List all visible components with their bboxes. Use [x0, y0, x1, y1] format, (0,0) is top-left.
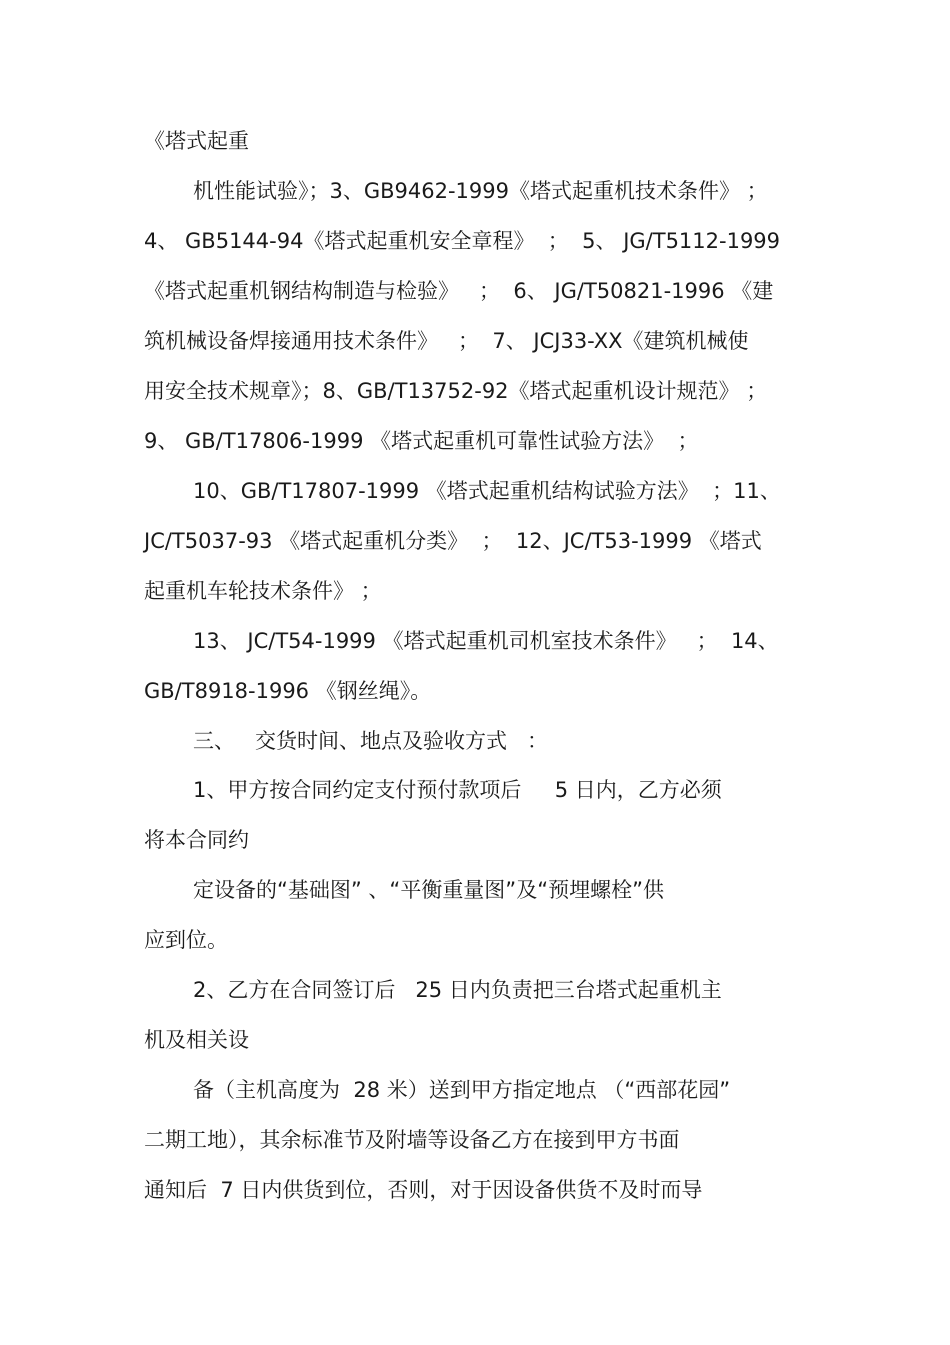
text-line: 《塔式起重 — [144, 129, 249, 153]
text-line: 二期工地），其余标准节及附墙等设备乙方在接到甲方书面 — [144, 1128, 680, 1152]
text-line: 通知后 7 日内供货到位，否则，对于因设备供货不及时而导 — [144, 1178, 703, 1202]
text-line: 机性能试验》；3、GB9462-1999《塔式起重机技术条件》 ； — [193, 179, 768, 203]
text-line: 将本合同约 — [144, 828, 249, 852]
section-heading: 三、 交货时间、地点及验收方式 ： — [193, 729, 549, 753]
text-line: 定设备的“基础图” 、“平衡重量图”及“预埋螺栓”供 — [193, 878, 664, 902]
text-line: 备（主机高度为 28 米）送到甲方指定地点 （“西部花园” — [193, 1078, 731, 1102]
text-line: 4、 GB5144-94《塔式起重机安全章程》 ； 5、 JG/T5112-1999 — [144, 229, 781, 253]
text-line: JC/T5037-93 《塔式起重机分类》 ； 12、JC/T53-1999 《塔式 — [144, 529, 762, 553]
text-line: 机及相关设 — [144, 1028, 249, 1052]
text-line: 13、 JC/T54-1999 《塔式起重机司机室技术条件》 ； 14、 — [193, 629, 779, 653]
text-line: 9、 GB/T17806-1999 《塔式起重机可靠性试验方法》 ； — [144, 429, 699, 453]
text-line: 起重机车轮技术条件》 ； — [144, 579, 382, 603]
text-line: GB/T8918-1996 《钢丝绳》。 — [144, 679, 432, 703]
text-line: 筑机械设备焊接通用技术条件》 ； 7、 JCJ33-XX《建筑机械使 — [144, 329, 749, 353]
text-line: 《塔式起重机钢结构制造与检验》 ； 6、 JG/T50821-1996 《建 — [144, 279, 774, 303]
text-line: 1、甲方按合同约定支付预付款项后 5 日内，乙方必须 — [193, 778, 722, 802]
text-line: 用安全技术规章》；8、GB/T13752-92《塔式起重机设计规范》 ； — [144, 379, 768, 403]
text-line: 应到位。 — [144, 928, 228, 952]
text-line: 2、乙方在合同签订后 25 日内负责把三台塔式起重机主 — [193, 978, 722, 1002]
text-line: 10、GB/T17807-1999 《塔式起重机结构试验方法》 ；11、 — [193, 479, 781, 503]
